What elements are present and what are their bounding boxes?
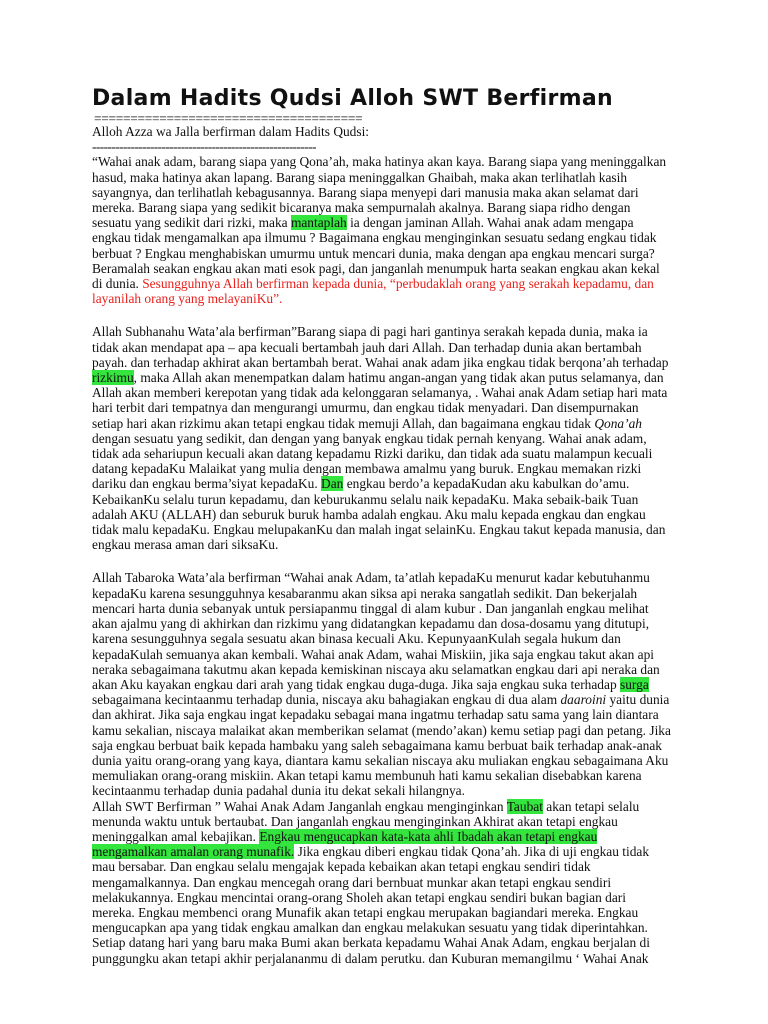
highlight-taubat: Taubat: [506, 798, 543, 814]
paragraph-1: [92, 154, 672, 306]
paragraph-3-text-a: Allah Tabaroka Wata’ala berfirman “Wahai anak Adam, ta’atlah kepadaKu menurut kadar kebutuhanmu kepadaKu karena sesungguhnya kesabaranmu akan siksa api neraka sangatlah sedikit. Dan bekerjalah mencari harta dunia sebanyak untuk persiapanmu tinggal di alam kubur . Dan janganlah engkau melihat akan ajalmu yang di akhirkan dan rizkimu yang didatangkan kepadamu dan dosa-dosamu yang ditutupi, karena sesungguhnya segala sesuatu akan binasa kecuali Aku. KepunyaanKulah segala hukum dan kepadaKulah semuanya akan kembali. Wahai anak Adam, wahai Miskiin, jika saja engkau takut akan api neraka sebagaimana takutmu akan kepada kemiskinan niscaya aku selamatkan engkau dari api neraka dan akan Aku kayakan engkau dari arah yang tidak engkau duga-duga. Jika saja engkau suka terhadap: [92, 570, 660, 692]
document-body: [92, 111, 672, 966]
paragraph-2-text-c: dengan sesuatu yang sedikit, dan dengan yang banyak engkau tidak pernah kenyang. Wahai anak adam, tidak ada sehariupun kecuali akan datang kepadamu Rizki dariku, dan tidak ada suatu malampun kecuali datang kepadaKu Malaikat yang mulia dengan membawa amalmu yang buruk. Engkau memakan rizki dariku dan engkau berma’siyat kepadaKu.: [92, 430, 653, 492]
paragraph-4-text-a: Allah SWT Berfirman ” Wahai Anak Adam Janganlah engkau menginginkan: [92, 798, 507, 814]
paragraph-2: [92, 324, 672, 552]
paragraph-4: [92, 799, 672, 966]
highlight-rizkimu: rizkimu: [92, 370, 134, 386]
paragraph-3-text-b: sebagaimana kecintaanmu terhadap dunia, niscaya aku bahagiakan engkau di dua alam: [92, 692, 561, 708]
document-title: Dalam Hadits Qudsi Alloh SWT Berfirman: [92, 86, 613, 111]
red-quote: Sesungguhnya Allah berfirman kepada dunia, “perbudaklah orang yang serakah kepadamu, dan layanilah orang yang melayaniKu”.: [92, 276, 654, 307]
italic-daaroini: daaroini: [560, 692, 607, 708]
paragraph-3: [92, 570, 672, 798]
highlight-munafik-sentence: Engkau mengucapkan kata-kata ahli Ibadah akan tetapi engkau mengamalkan amalan orang munafik.: [92, 828, 598, 860]
paragraph-gap: [92, 552, 672, 570]
paragraph-3-text-c: yaitu dunia dan akhirat. Jika saja engkau ingat kepadaku sebagai mana ingatmu terhadap satu sama yang lain diantara kamu sekalian, niscaya malaikat akan memberikan selamat (mendo’akan) kemu setiap pagi dan petang. Jika saja engkau berbuat baik kepada hambaku yang saleh sebagaimana kamu berbuat baik terhadap anak-anak dunia yaitu orang-orang yang kaya, diantara kamu sekalian niscaya aku muliakan engkau sebagaimana Aku memuliakan orang-orang miskiin. Akan tetapi kamu membunuh hati kamu sekalian disebabkan karena kecintaanmu terhadap dunia padahal dunia itu dekat sekali hilangnya.: [92, 692, 671, 799]
highlight-dan: Dan: [321, 476, 344, 492]
paragraph-4-text-b: akan tetapi selalu menunda waktu untuk bertaubat. Dan janganlah engkau menginginkan Akhirat akan tetapi engkau meninggalkan amal kebajikan.: [92, 798, 640, 844]
paragraph-gap: [92, 306, 672, 324]
intro-line: Alloh Azza wa Jalla berfirman dalam Hadits Qudsi:: [92, 124, 370, 139]
paragraph-1-text-b: ia dengan jaminan Allah. Wahai anak adam mengapa engkau tidak mengamalkan apa ilmumu ? Bagaimana engkau menginginkan sesuatu sedang engkau tidak berbuat ? Engkau menghabiskan umurmu untuk mencari dunia, maka dengan apa engkau mencari surga? Beramalah seakan engkau akan mati esok pagi, dan janganlah menumpuk harta seakan engkau akan kekal di dunia.: [92, 215, 660, 292]
highlight-surga: surga: [620, 676, 649, 692]
paragraph-1-text-a: “Wahai anak adam, barang siapa yang Qona’ah, maka hatinya akan kaya. Barang siapa yang meninggalkan hasud, maka hatinya akan lapang. Barang siapa meninggalkan Ghaibah, maka akan terlihatlah kasih sayangnya, dan terlihatlah kebagusannya. Barang siapa menyepi dari manusia maka akan selamat dari mereka. Barang siapa yang sedikit bicaranya maka sempurnalah akalnya. Barang siapa ridho dengan sesuatu yang sedikit dari rizki, maka: [92, 154, 667, 231]
italic-qonaah: Qona’ah: [594, 415, 642, 431]
dash-separator: ----------------------------------------------------------: [92, 139, 316, 155]
paragraph-2-text-a: Allah Subhanahu Wata’ala berfirman”Barang siapa di pagi hari gantinya serakah kepada dunia, maka ia tidak akan mendapat apa – apa kecuali bertambah jauh dari Allah. Dan terhadap dunia akan bertambah payah. dan terhadap akhirat akan bertambah berat. Wahai anak adam jika engkau tidak berqona’ah terhadap: [92, 324, 669, 370]
paragraph-4-text-c: Jika engkau diberi engkau tidak Qona’ah. Jika di uji engkau tidak mau bersabar. Dan engkau selalu mengajak kepada kebaikan akan tetapi engkau sendiri tidak mengamalkannya. Dan engkau mencegah orang dari bernbuat munkar akan tetapi engkau sendiri melakukannya. Engkau mencintai orang-orang Sholeh akan tetapi engkau sendiri bukan bagian dari mereka. Engkau membenci orang Munafik akan tetapi engkau merupakan bagiandari mereka. Engkau mengucapkan apa yang tidak engkau amalkan dan engkau melakukan sesuatu yang tidak diperintahkan. Setiap datang hari yang baru maka Bumi akan berkata kepadamu Wahai Anak Adam, engkau berjalan di punggungku akan tetapi akhir perjalananmu di dalam perutku. dan Kuburan memangilmu ‘ Wahai Anak: [92, 844, 650, 966]
highlight-mantaplah: mantaplah: [290, 215, 347, 231]
paragraph-2-text-b: , maka Allah akan menempatkan dalam hatimu angan-angan yang tidak akan putus selamanya, dan Allah akan memberi kerepotan yang tidak ada kelonggaran selamanya, . Wahai anak Adam setiap hari mata hari terbit dari tempatnya dan mengurangi umurmu, dan engkau tidak menyadari. Dan disempurnakan setiap hari akan rizkimu akan tetapi engkau tidak memuji Allah, dan bagaimana engkau tidak: [92, 370, 668, 431]
separator-line: =====================================: [94, 111, 363, 126]
paragraph-2-text-d: engkau berdo’a kepadaKudan aku kabulkan do’amu. KebaikanKu selalu turun kepadamu, dan keburukanmu selalu naik kepadaKu. Maka sebaik-baik Tuan adalah AKU (ALLAH) dan seburuk buruk hamba adalah engkau. Aku malu kepada engkau dan engkau tidak malu kepadaKu. Engkau melupakanKu dan malah ingat selainKu. Engkau takut kepada manusia, dan engkau merasa aman dari siksaKu.: [92, 476, 666, 553]
